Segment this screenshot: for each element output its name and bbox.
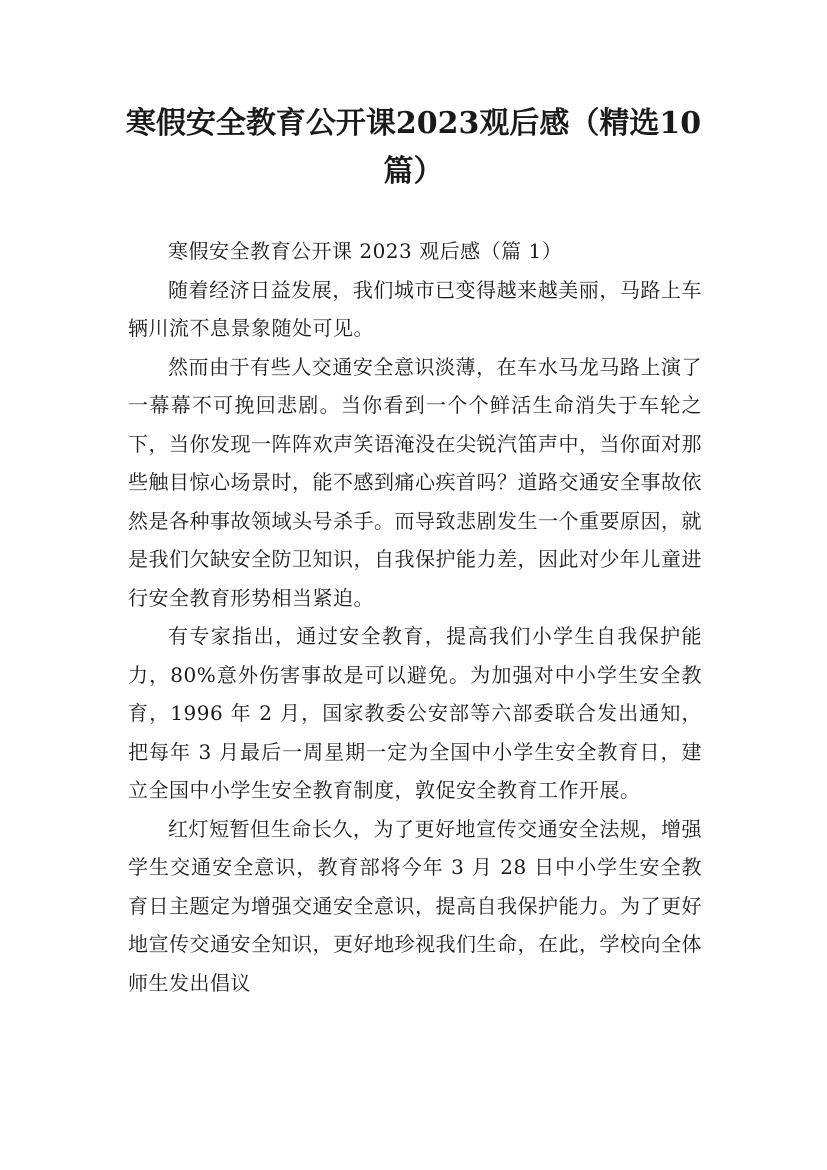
document-body bbox=[128, 232, 702, 1002]
document-title: 寒假安全教育公开课2023观后感（精选10篇） bbox=[125, 106, 702, 189]
paragraph: 红灯短暂但生命长久，为了更好地宣传交通安全法规，增强学生交通安全意识，教育部将今年 3 月 28 日中小学生安全教育日主题定为增强交通安全意识，提高自我保护能力。为了更好地宣传交通安全知识，更好地珍视我们生命，在此，学校向全体师生发出倡议 bbox=[128, 816, 702, 995]
paragraph: 随着经济日益发展，我们城市已变得越来越美丽，马路上车辆川流不息景象随处可见。 bbox=[128, 277, 702, 340]
paragraph: 有专家指出，通过安全教育，提高我们小学生自我保护能力，80%意外伤害事故是可以避免。为加强对中小学生安全教育，1996 年 2 月，国家教委公安部等六部委联合发出通知，把每年 3 月最后一周星期一定为全国中小学生安全教育日，建立全国中小学生安全教育制度，敦促安全教育工作开展。 bbox=[128, 624, 702, 802]
section-heading: 寒假安全教育公开课 2023 观后感（篇 1） bbox=[168, 239, 563, 263]
paragraph: 然而由于有些人交通安全意识淡薄，在车水马龙马路上演了一幕幕不可挽回悲剧。当你看到一个个鲜活生命消失于车轮之下，当你发现一阵阵欢声笑语淹没在尖锐汽笛声中，当你面对那些触目惊心场景时，能不感到痛心疾首吗？道路交通安全事故依然是各种事故领域头号杀手。而导致悲剧发生一个重要原因，就是我们欠缺安全防卫知识，自我保护能力差，因此对少年儿童进行安全教育形势相当紧迫。 bbox=[128, 354, 702, 610]
